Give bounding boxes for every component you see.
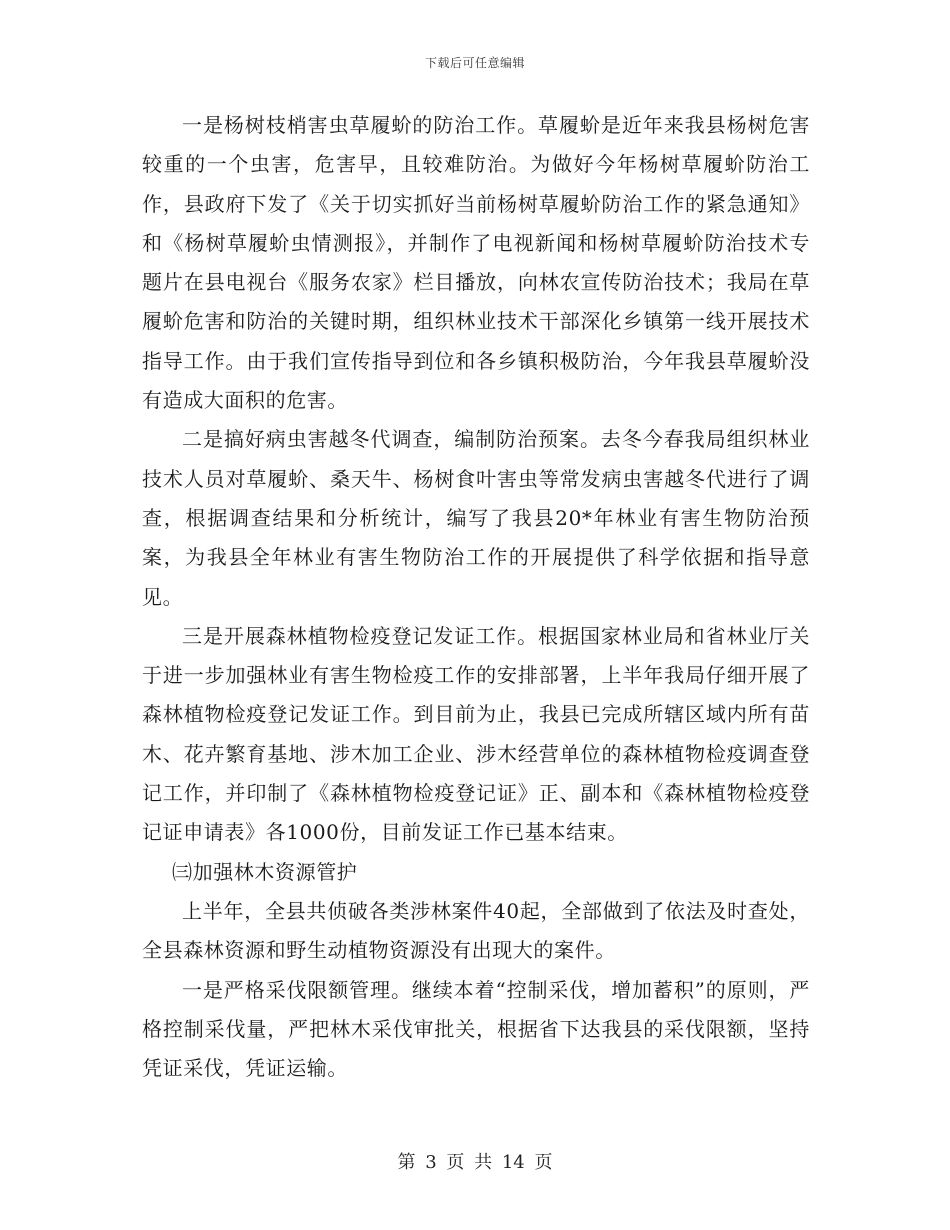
paragraph-logging-quota: 一是严格采伐限额管理。继续本着“控制采伐，增加蓄积”的原则，严格控制采伐量，严把林木采伐审批关，根据省下达我县的采伐限额，坚持凭证采伐，凭证运输。 (142, 977, 810, 1081)
page-number: 第 3 页 共 14 页 (397, 1152, 553, 1173)
paragraph-quarantine-registration: 三是开展森林植物检疫登记发证工作。根据国家林业局和省林业厅关于进一步加强林业有害生物检疫工作的安排部署，上半年我局仔细开展了森林植物检疫登记发证工作。到目前为止，我县已完成所辖区域内所有苗木、花卉繁育基地、涉木加工企业、涉木经营单位的森林植物检疫调查登记工作，并印制了《森林植物检疫登记证》正、副本和《森林植物检疫登记证申请表》各1000份，目前发证工作已基本结束。 (142, 623, 810, 845)
paragraph-pest-control: 一是杨树枝梢害虫草履蚧的防治工作。草履蚧是近年来我县杨树危害较重的一个虫害，危害早，且较难防治。为做好今年杨树草履蚧防治工作，县政府下发了《关于切实抓好当前杨树草履蚧防治工作的紧急通知》和《杨树草履蚧虫情测报》，并制作了电视新闻和杨树草履蚧防治技术专题片在县电视台《服务农家》栏目播放，向林农宣传防治技术；我局在草履蚧危害和防治的关键时期，组织林业技术干部深化乡镇第一线开展技术指导工作。由于我们宣传指导到位和各乡镇积极防治，今年我县草履蚧没有造成大面积的危害。 (142, 113, 810, 413)
paragraph-overwinter-survey: 二是搞好病虫害越冬代调查，编制防治预案。去冬今春我局组织林业技术人员对草履蚧、桑天牛、杨树食叶害虫等常发病虫害越冬代进行了调查，根据调查结果和分析统计，编写了我县20*年林业有害生物防治预案，为我县全年林业有害生物防治工作的开展提供了科学依据和指导意见。 (142, 427, 810, 609)
document-body (142, 106, 810, 1088)
paragraph-forest-cases: 上半年，全县共侦破各类涉林案件40起，全部做到了依法及时查处，全县森林资源和野生动植物资源没有出现大的案件。 (142, 898, 810, 963)
section-heading-resource-management: ㈢加强林木资源管护 (172, 859, 358, 884)
page-header: 下载后可任意编辑 (424, 56, 525, 70)
